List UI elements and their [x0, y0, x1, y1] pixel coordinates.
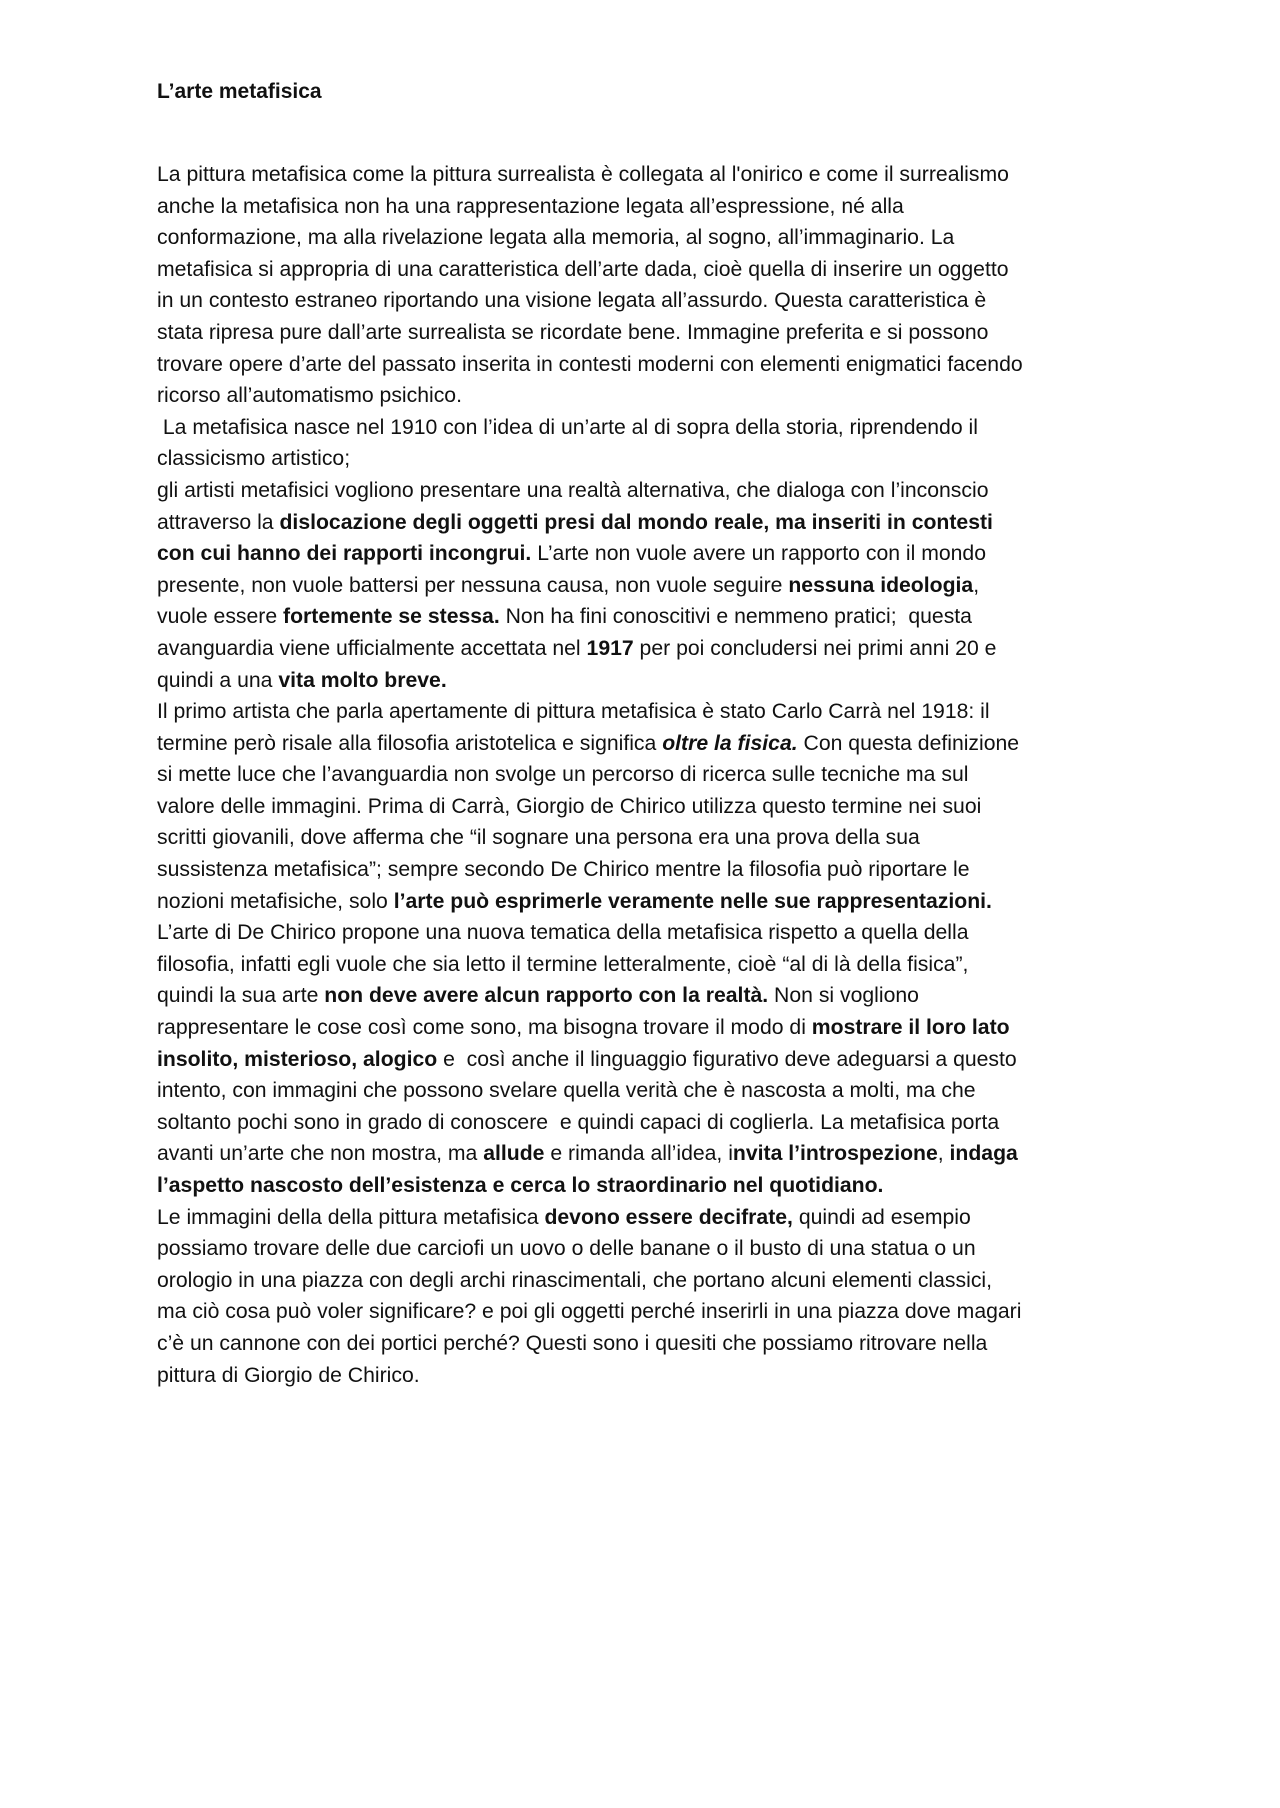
bold-text-span: allude [483, 1142, 545, 1166]
text-line [157, 507, 1137, 539]
text-line [157, 980, 1137, 1012]
text-span: soltanto pochi sono in grado di conoscere e quindi capaci di coglierla. La metafisica porta [157, 1110, 1000, 1134]
text-span: conformazione, ma alla rivelazione legata alla memoria, al sogno, all’immaginario. La [157, 226, 955, 250]
text-line [157, 1265, 1137, 1297]
text-line [157, 1360, 1137, 1392]
text-line [157, 1138, 1137, 1170]
text-span: Non si vogliono [768, 984, 919, 1008]
text-line [157, 1012, 1137, 1044]
text-span: sussistenza metafisica”; sempre secondo De Chirico mentre la filosofia può riportare le [157, 858, 970, 882]
text-span: vuole essere [157, 605, 284, 629]
text-span: possiamo trovare delle due carciofi un uovo o delle banane o il busto di una statua o un [157, 1237, 976, 1261]
text-span: ricorso all’automatismo psichico. [157, 384, 462, 408]
bold-text-span: non deve avere alcun rapporto con la realtà. [324, 984, 769, 1008]
text-line [157, 254, 1137, 286]
text-line [157, 412, 1137, 444]
document-page [157, 76, 1137, 1391]
bold-text-span: nvita l’introspezione [732, 1142, 938, 1166]
text-span: c’è un cannone con dei portici perché? Questi sono i quesiti che possiamo ritrovare nella [157, 1331, 988, 1355]
text-line [157, 759, 1137, 791]
text-line [157, 475, 1137, 507]
bold-text-span: l’arte può esprimerle veramente nelle sue rappresentazioni. [393, 889, 992, 913]
text-line [157, 191, 1137, 223]
text-line [157, 222, 1137, 254]
text-line [157, 949, 1137, 981]
text-line [157, 1075, 1137, 1107]
text-span: filosofia, infatti egli vuole che sia letto il termine letteralmente, cioè “al di là della fisica”, [157, 952, 969, 976]
bold-text-span: oltre la fisica. [662, 731, 798, 755]
bold-text-span: l’aspetto nascosto dell’esistenza e cerca lo straordinario nel quotidiano. [157, 1174, 884, 1197]
text-span: orologio in una piazza con degli archi rinascimentali, che portano alcuni elementi classici, [157, 1268, 993, 1292]
text-line [157, 317, 1137, 349]
text-line [157, 1328, 1137, 1360]
bold-text-span: dislocazione degli oggetti presi dal mondo reale, ma inseriti in contesti [279, 510, 993, 534]
text-span: quindi la sua arte [157, 984, 325, 1008]
text-line [157, 1170, 1137, 1202]
text-line [157, 285, 1137, 317]
text-span: avanti un’arte che non mostra, ma [157, 1142, 484, 1166]
text-line [157, 380, 1137, 412]
text-span: gli artisti metafisici vogliono presentare una realtà alternativa, che dialoga con l’inconscio [157, 478, 989, 502]
bold-text-span: con cui hanno dei rapporti incongrui. [157, 542, 532, 566]
text-span: Il primo artista che parla apertamente di pittura metafisica è stato Carlo Carrà nel 1918: il [157, 700, 990, 724]
document-title: L’arte metafisica [157, 80, 322, 103]
text-span: Con questa definizione [797, 731, 1020, 755]
text-line [157, 728, 1137, 760]
bold-text-span: fortemente se stessa. [283, 605, 500, 629]
text-line [157, 443, 1137, 475]
text-span: presente, non vuole battersi per nessuna causa, non vuole seguire [157, 573, 789, 597]
text-span: avanguardia viene ufficialmente accettata nel [157, 636, 587, 660]
text-line [157, 791, 1137, 823]
text-line [157, 1296, 1137, 1328]
text-span: Le immagini della della pittura metafisica [157, 1205, 545, 1229]
text-span: e così anche il linguaggio figurativo deve adeguarsi a questo [437, 1047, 1017, 1071]
text-line [157, 349, 1137, 381]
text-span: quindi a una [157, 668, 279, 692]
text-line [157, 601, 1137, 633]
text-line [157, 159, 1137, 191]
text-span: valore delle immagini. Prima di Carrà, Giorgio de Chirico utilizza questo termine nei suoi [157, 794, 982, 818]
text-span: classicismo artistico; [157, 447, 351, 471]
text-line [157, 665, 1137, 697]
text-span: intento, con immagini che possono svelare quella verità che è nascosta a molti, ma che [157, 1079, 976, 1103]
document-body [157, 159, 1137, 1391]
bold-text-span: 1917 [586, 636, 634, 660]
text-span: La pittura metafisica come la pittura surrealista è collegata al l'onirico e come il surrealismo [157, 163, 1009, 186]
bold-text-span: vita molto breve. [278, 668, 447, 692]
text-span: Non ha fini conoscitivi e nemmeno pratici; questa [499, 605, 972, 629]
text-span: scritti giovanili, dove afferma che “il sognare una persona era una prova della sua [157, 826, 920, 850]
bold-text-span: devono essere decifrate, [544, 1205, 793, 1229]
text-span: stata ripresa pure dall’arte surrealista se ricordate bene. Immagine preferita e si possono [157, 320, 989, 344]
text-span: metafisica si appropria di una caratteristica dell’arte dada, cioè quella di inserire un oggetto [157, 257, 1009, 281]
text-line [157, 538, 1137, 570]
text-span: L’arte non vuole avere un rapporto con il mondo [531, 542, 986, 566]
text-line [157, 886, 1137, 918]
text-span: pittura di Giorgio de Chirico. [157, 1363, 420, 1387]
text-line [157, 1233, 1137, 1265]
bold-text-span: mostrare il loro lato [811, 1016, 1010, 1040]
text-line [157, 633, 1137, 665]
text-span: quindi ad esempio [792, 1205, 971, 1229]
text-line [157, 854, 1137, 886]
text-span: nozioni metafisiche, solo [157, 889, 394, 913]
text-span: L’arte di De Chirico propone una nuova tematica della metafisica rispetto a quella della [157, 921, 969, 945]
text-line [157, 1107, 1137, 1139]
text-line [157, 570, 1137, 602]
bold-text-span: nessuna ideologia [788, 573, 974, 597]
text-span: attraverso la [157, 510, 280, 534]
text-line [157, 1044, 1137, 1076]
text-span: in un contesto estraneo riportando una visione legata all’assurdo. Questa caratteristica è [157, 289, 987, 313]
bold-text-span: insolito, misterioso, alogico [157, 1047, 438, 1071]
text-span: rappresentare le cose così come sono, ma bisogna trovare il modo di [157, 1016, 812, 1040]
text-span: trovare opere d’arte del passato inserita in contesti moderni con elementi enigmatici facendo [157, 352, 1023, 376]
text-span: , [973, 573, 980, 597]
text-span: si mette luce che l’avanguardia non svolge un percorso di ricerca sulle tecniche ma sul [157, 763, 969, 787]
text-line [157, 696, 1137, 728]
text-line [157, 822, 1137, 854]
text-span: e rimanda all’idea, i [544, 1142, 733, 1166]
text-span: per poi concludersi nei primi anni 20 e [633, 636, 997, 660]
text-span: termine però risale alla filosofia aristotelica e significa [157, 731, 663, 755]
text-line [157, 917, 1137, 949]
text-span: , [937, 1142, 950, 1166]
text-span: ma ciò cosa può voler significare? e poi gli oggetti perché inserirli in una piazza dove magari [157, 1300, 1022, 1324]
text-span: La metafisica nasce nel 1910 con l’idea di un’arte al di sopra della storia, riprendendo il [157, 415, 978, 439]
text-span: anche la metafisica non ha una rappresentazione legata all’espressione, né alla [157, 194, 904, 218]
text-line [157, 1202, 1137, 1234]
bold-text-span: indaga [949, 1142, 1018, 1166]
